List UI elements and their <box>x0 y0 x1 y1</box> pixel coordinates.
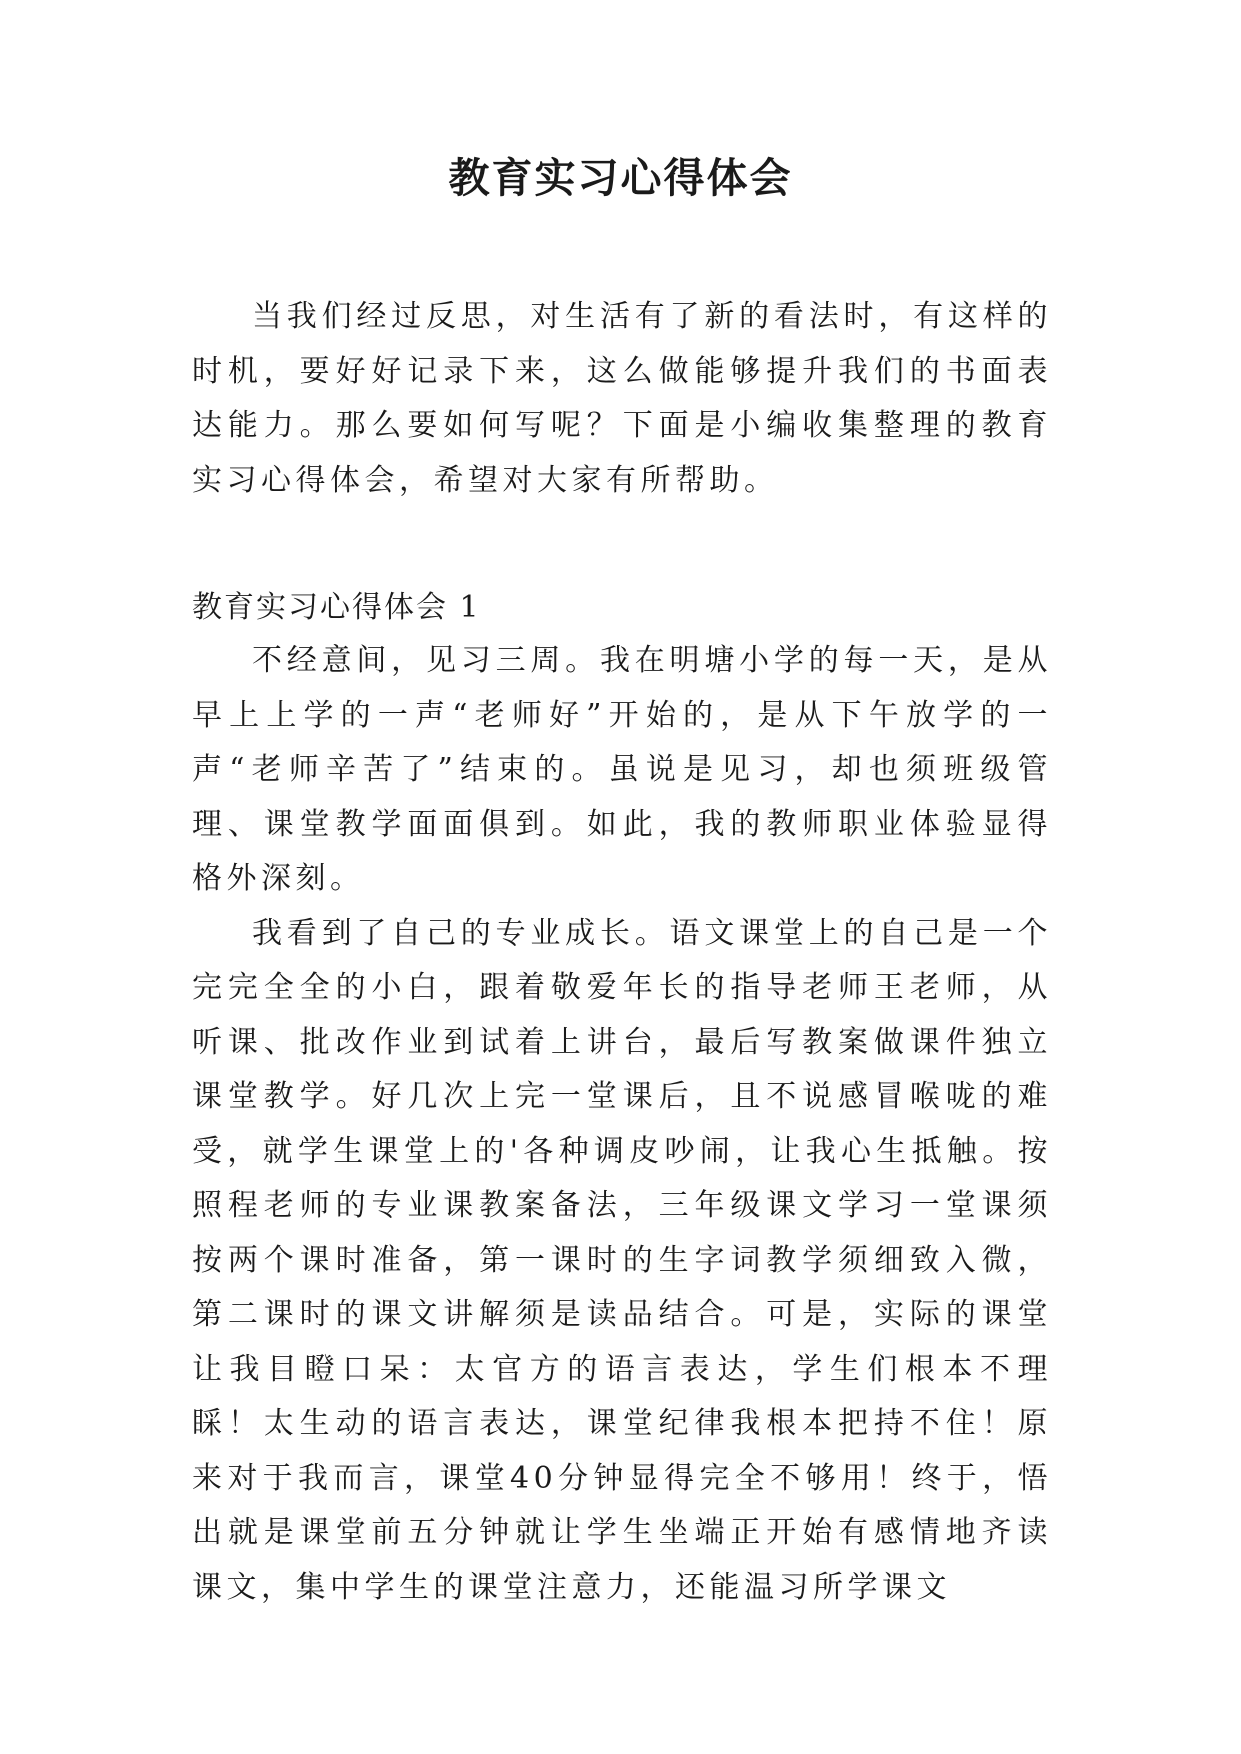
section-body <box>192 634 1052 1615</box>
document-title: 教育实习心得体会 <box>448 154 793 202</box>
section-paragraph: 不经意间，见习三周。我在明塘小学的每一天，是从早上上学的一声“老师好”开始的，是从下午放学的一声“老师辛苦了”结束的。虽说是见习，却也须班级管理、课堂教学面面俱到。如此，我的教师职业体验显得格外深刻。 <box>192 643 1052 896</box>
intro-paragraph: 当我们经过反思，对生活有了新的看法时，有这样的时机，要好好记录下来，这么做能够提升我们的书面表达能力。那么要如何写呢？下面是小编收集整理的教育实习心得体会，希望对大家有所帮助。 <box>192 299 1052 498</box>
section-heading: 教育实习心得体会 1 <box>192 590 481 625</box>
intro-paragraph-block <box>192 290 1052 508</box>
section-paragraph: 我看到了自己的专业成长。语文课堂上的自己是一个完完全全的小白，跟着敬爱年长的指导老师王老师，从听课、批改作业到试着上讲台，最后写教案做课件独立课堂教学。好几次上完一堂课后，且不说感冒喉咙的难受，就学生课堂上的'各种调皮吵闹，让我心生抵触。按照程老师的专业课教案备法，三年级课文学习一堂课须按两个课时准备，第一课时的生字词教学须细致入微，第二课时的课文讲解须是读品结合。可是，实际的课堂让我目瞪口呆：太官方的语言表达，学生们根本不理睬！太生动的语言表达，课堂纪律我根本把持不住！原来对于我而言，课堂40分钟显得完全不够用！终于，悟出就是课堂前五分钟就让学生坐端正开始有感情地齐读课文，集中学生的课堂注意力，还能温习所学课文 <box>192 915 1052 1605</box>
